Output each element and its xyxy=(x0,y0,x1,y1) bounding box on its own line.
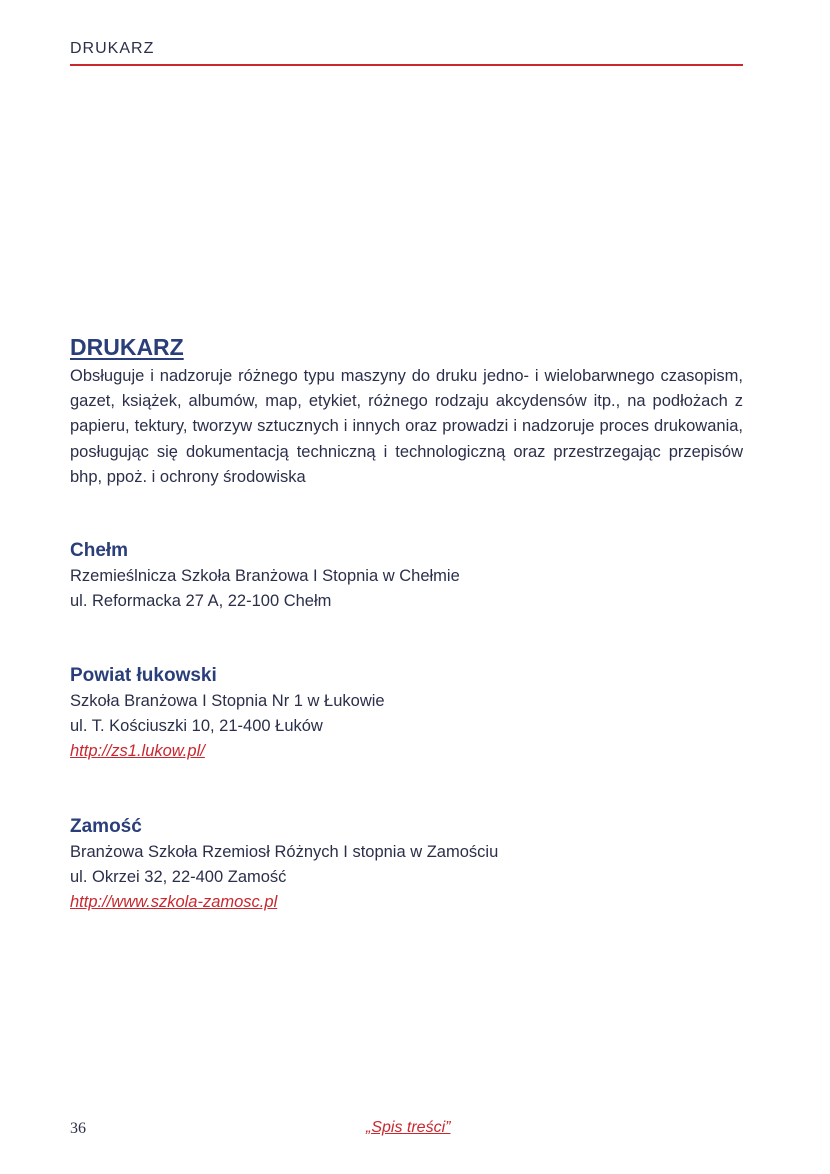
table-of-contents-link[interactable]: „Spis treści” xyxy=(366,1119,451,1136)
school-name: Rzemieślnicza Szkoła Branżowa I Stopnia w Chełmie xyxy=(70,567,460,585)
page-number: 36 xyxy=(70,1120,86,1137)
school-address: ul. T. Kościuszki 10, 21-400 Łuków xyxy=(70,717,323,736)
school-address: ul. Okrzei 32, 22-400 Zamość xyxy=(70,868,287,887)
school-address: ul. Reformacka 27 A, 22-100 Chełm xyxy=(70,592,332,611)
school-city: Powiat łukowski xyxy=(70,665,217,686)
profession-description: Obsługuje i nadzoruje różnego typu maszyny do druku jedno- i wielobarwnego czasopism, gazet, książek, albumów, map, etykiet, różnego rodzaju akcydensów itp., na podłożach z papieru, tektury, tworzyw sztucznych i innych oraz prowadzi i nadzoruje proces drukowania, posługując się dokumentacją techniczną i technologiczną oraz przestrzegając przepisów bhp, ppoż. i ochrony środowiska xyxy=(70,367,743,486)
school-city: Zamość xyxy=(70,816,142,837)
school-entry-lukow xyxy=(70,663,743,765)
school-city: Chełm xyxy=(70,540,129,561)
section-title: DRUKARZ xyxy=(70,334,184,360)
school-website-link[interactable]: http://zs1.lukow.pl/ xyxy=(70,742,205,761)
header-divider xyxy=(70,64,743,66)
running-header: DRUKARZ xyxy=(70,40,155,57)
school-entry-zamosc xyxy=(70,814,743,916)
school-name: Branżowa Szkoła Rzemiosł Różnych I stopnia w Zamościu xyxy=(70,843,499,861)
school-entry-chelm xyxy=(70,538,743,614)
school-website-link[interactable]: http://www.szkola-zamosc.pl xyxy=(70,893,278,912)
school-name: Szkoła Branżowa I Stopnia Nr 1 w Łukowie xyxy=(70,692,385,710)
